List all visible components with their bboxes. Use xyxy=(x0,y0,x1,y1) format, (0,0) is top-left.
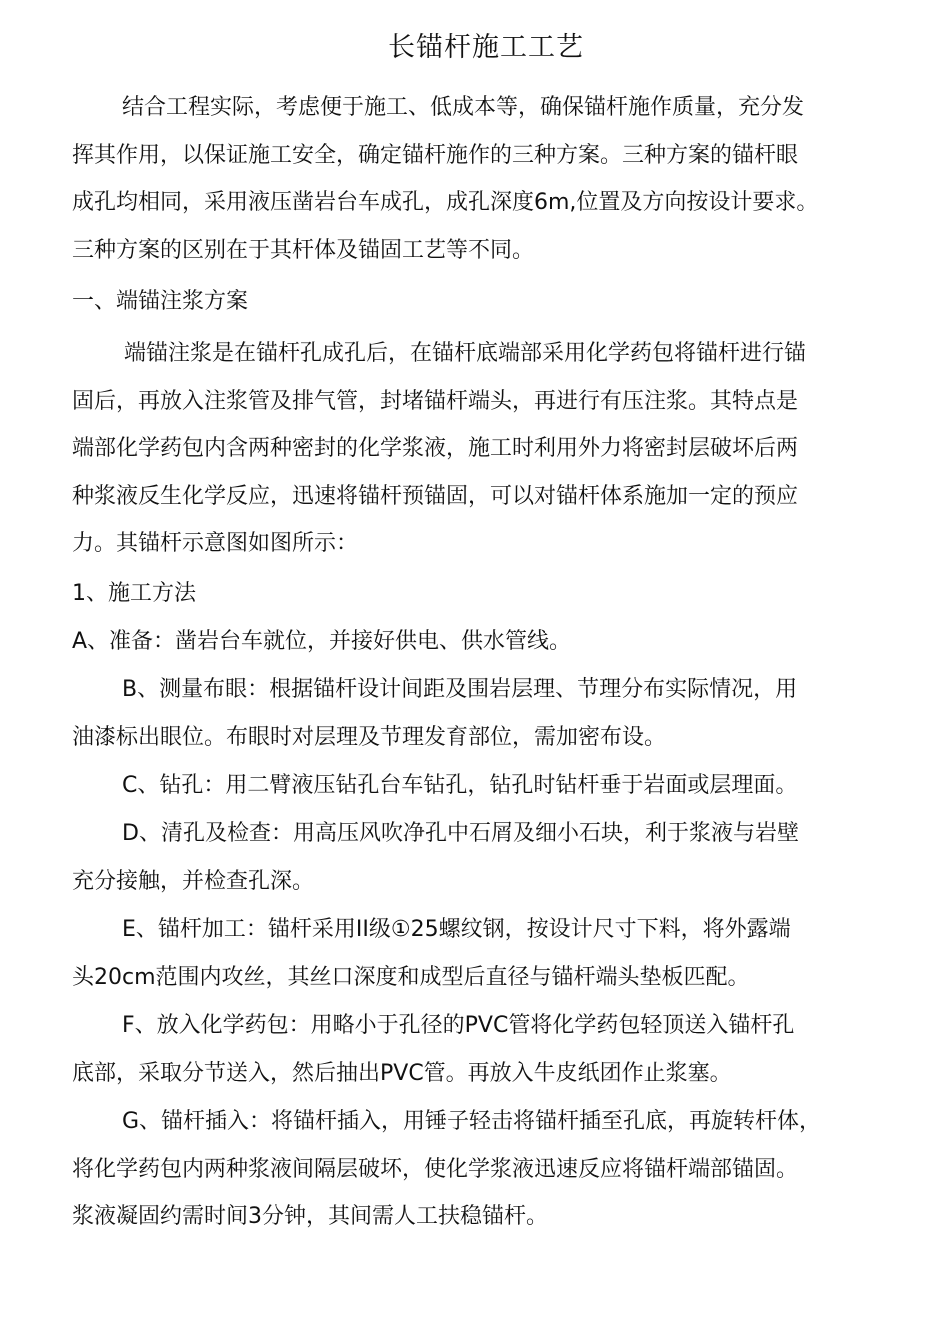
section1-paragraph xyxy=(72,330,900,568)
step-f-line: F、放入化学药包：用略小于孔径的PVC管将化学药包轻顶送入锚杆孔 xyxy=(122,1013,795,1038)
intro-line: 结合工程实际，考虑便于施工、低成本等，确保锚杆施作质量，充分发 xyxy=(122,95,805,120)
section1-line: 端锚注浆是在锚杆孔成孔后，在锚杆底端部采用化学药包将锚杆进行锚 xyxy=(124,341,807,366)
section1-line: 端部化学药包内含两种密封的化学浆液，施工时利用外力将密封层破坏后两 xyxy=(72,436,799,461)
step-b xyxy=(72,666,900,761)
step-f xyxy=(72,1002,900,1097)
section-heading-text: 一、端锚注浆方案 xyxy=(72,289,249,314)
step-d-line: D、清孔及检查：用高压风吹净孔中石屑及细小石块，利于浆液与岩壁 xyxy=(122,821,799,846)
intro-paragraph xyxy=(72,84,900,274)
step-e xyxy=(72,906,900,1001)
step-e-line: E、锚杆加工：锚杆采用II级①25螺纹钢，按设计尺寸下料，将外露端 xyxy=(122,917,791,942)
step-g-line: G、锚杆插入：将锚杆插入，用锤子轻击将锚杆插至孔底，再旋转杆体， xyxy=(122,1109,822,1134)
step-g xyxy=(72,1098,900,1241)
intro-line: 挥其作用，以保证施工安全，确定锚杆施作的三种方案。三种方案的锚杆眼 xyxy=(72,142,799,168)
step-d xyxy=(72,810,900,905)
step-f-line: 底部，采取分节送入，然后抽出PVC管。再放入牛皮纸团作止浆塞。 xyxy=(72,1060,732,1086)
step-e-line: 头20cm范围内攻丝，其丝口深度和成型后直径与锚杆端头垫板匹配。 xyxy=(72,964,750,990)
intro-line: 三种方案的区别在于其杆体及锚固工艺等不同。 xyxy=(72,237,535,263)
document-page xyxy=(72,0,900,1344)
step-a-text: A、准备：凿岩台车就位，并接好供电、供水管线。 xyxy=(72,629,572,654)
section1-line: 力。其锚杆示意图如图所示： xyxy=(72,531,359,556)
method-heading xyxy=(72,570,900,618)
step-c xyxy=(72,762,900,810)
step-g-line: 将化学药包内两种浆液间隔层破坏，使化学浆液迅速反应将锚杆端部锚固。 xyxy=(72,1156,799,1182)
step-b-line: 油漆标出眼位。布眼时对层理及节理发育部位，需加密布设。 xyxy=(72,724,667,750)
step-a xyxy=(72,618,900,666)
document-title: 长锚杆施工工艺 xyxy=(388,32,584,63)
method-heading-text: 1、施工方法 xyxy=(72,581,196,606)
step-d-line: 充分接触，并检查孔深。 xyxy=(72,868,315,894)
section1-line: 固后，再放入注浆管及排气管，封堵锚杆端头，再进行有压注浆。其特点是 xyxy=(72,388,799,414)
step-g-line: 浆液凝固约需时间3分钟，其间需人工扶稳锚杆。 xyxy=(72,1204,548,1229)
section-heading xyxy=(72,278,900,326)
step-b-line: B、测量布眼：根据锚杆设计间距及围岩层理、节理分布实际情况，用 xyxy=(122,677,798,702)
step-c-text: C、钻孔：用二臂液压钻孔台车钻孔，钻孔时钻杆垂于岩面或层理面。 xyxy=(122,773,798,798)
intro-line: 成孔均相同，采用液压凿岩台车成孔，成孔深度6m,位置及方向按设计要求。 xyxy=(72,190,819,215)
section1-line: 种浆液反生化学反应，迅速将锚杆预锚固，可以对锚杆体系施加一定的预应 xyxy=(72,483,799,509)
